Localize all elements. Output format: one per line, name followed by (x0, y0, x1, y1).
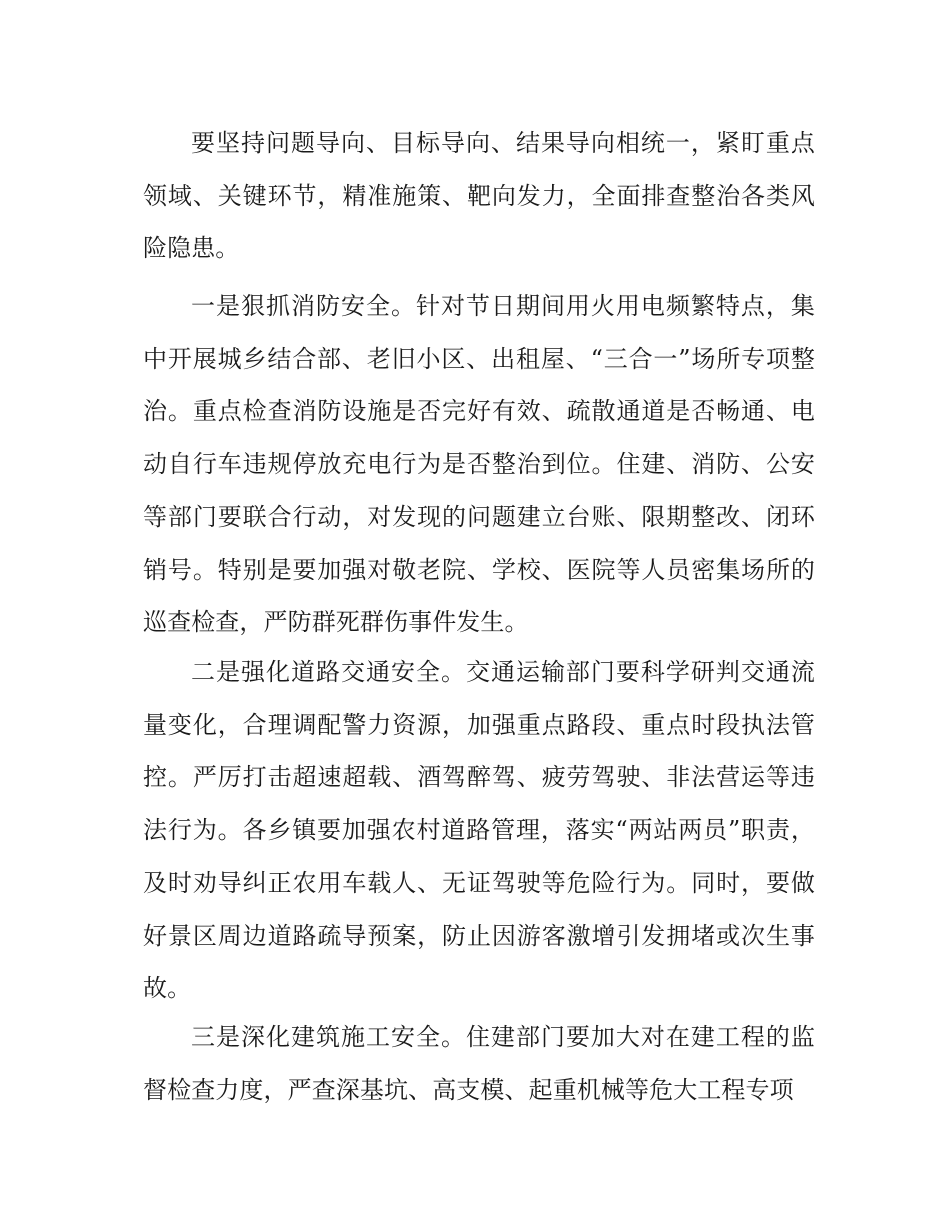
paragraph-road-safety: 二是强化道路交通安全。交通运输部门要科学研判交通流量变化，合理调配警力资源，加强重点路段、重点时段执法管控。严厉打击超速超载、酒驾醉驾、疲劳驾驶、非法营运等违法行为。各乡镇要加强农村道路管理，落实“两站两员”职责，及时劝导纠正农用车载人、无证驾驶等危险行为。同时，要做好景区周边道路疏导预案，防止因游客激增引发拥堵或次生事故。 (143, 658, 815, 1003)
paragraph-construction-safety: 三是深化建筑施工安全。住建部门要加大对在建工程的监督检查力度，严查深基坑、高支模、起重机械等危大工程专项 (143, 1023, 815, 1104)
paragraph-fire-safety: 一是狠抓消防安全。针对节日期间用火用电频繁特点，集中开展城乡结合部、老旧小区、出租屋、“三合一”场所专项整治。重点检查消防设施是否完好有效、疏散通道是否畅通、电动自行车违规停放充电行为是否整治到位。住建、消防、公安等部门要联合行动，对发现的问题建立台账、限期整改、闭环销号。特别是要加强对敬老院、学校、医院等人员密集场所的巡查检查，严防群死群伤事件发生。 (143, 292, 815, 637)
paragraph-intro: 要坚持问题导向、目标导向、结果导向相统一，紧盯重点领域、关键环节，精准施策、靶向发力，全面排查整治各类风险隐患。 (143, 129, 815, 263)
